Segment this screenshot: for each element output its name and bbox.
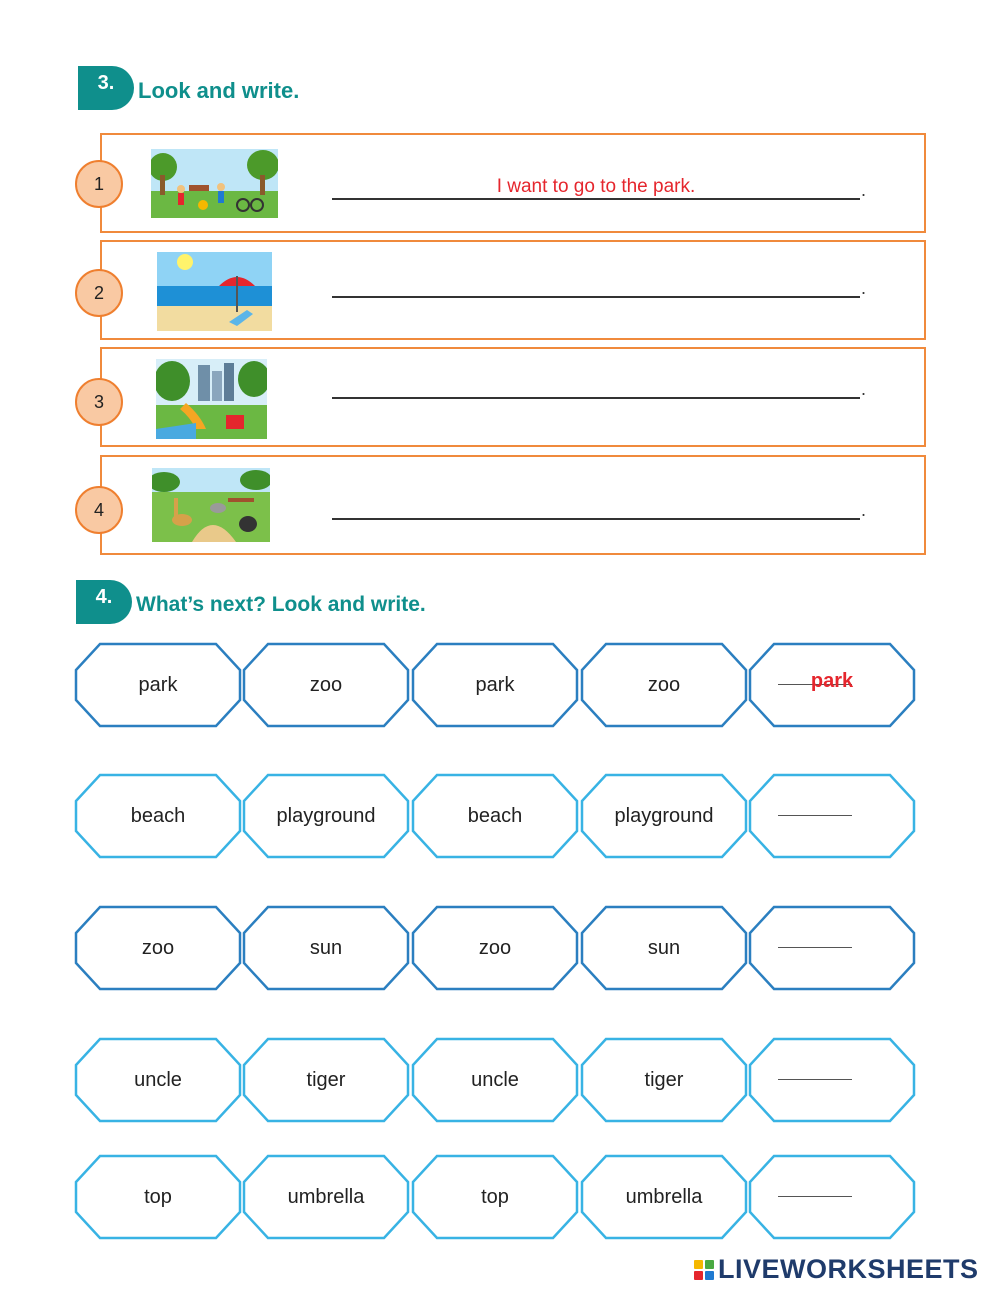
logo-square [694, 1260, 703, 1269]
logo-square [694, 1271, 703, 1280]
row-number-2: 2 [75, 269, 123, 317]
logo-square [705, 1260, 714, 1269]
answer-period-2: . [861, 278, 867, 298]
row-number-3: 3 [75, 378, 123, 426]
park-picture [151, 149, 278, 218]
pattern-word: playground [276, 804, 376, 827]
pattern-word: beach [130, 804, 186, 827]
pattern-word: park [475, 673, 515, 696]
pattern-word: zoo [478, 936, 512, 959]
pattern-word: beach [467, 804, 523, 827]
word-hexagon [242, 905, 410, 991]
pattern-answer[interactable]: park [810, 670, 854, 692]
answer-line-3[interactable] [332, 397, 860, 399]
pattern-word: uncle [471, 1068, 519, 1091]
pattern-word: zoo [647, 673, 681, 696]
beach-picture [157, 252, 272, 331]
pattern-word: sun [647, 936, 681, 959]
hexagon-outline [748, 905, 916, 991]
logo-text: LIVEWORKSHEETS [718, 1254, 979, 1284]
answer-hexagon[interactable] [748, 905, 916, 991]
answer-hexagon[interactable] [748, 1037, 916, 1123]
playground-picture [156, 359, 267, 439]
liveworksheets-logo [694, 1254, 979, 1285]
word-hexagon [411, 905, 579, 991]
hexagon-outline [748, 1154, 916, 1240]
hexagon-shape [750, 775, 914, 857]
word-hexagon [580, 1037, 748, 1123]
word-hexagon [242, 1037, 410, 1123]
answer-text-1[interactable]: I want to go to the park. [496, 176, 696, 197]
section-4-number: 4. [76, 580, 132, 624]
section-3-number: 3. [78, 66, 134, 110]
answer-blank-line[interactable] [778, 1079, 852, 1080]
word-hexagon [580, 773, 748, 859]
row-number-4: 4 [75, 486, 123, 534]
word-hexagon [411, 1037, 579, 1123]
answer-period-1: . [861, 180, 867, 200]
pattern-word: tiger [306, 1068, 346, 1091]
answer-period-4: . [861, 500, 867, 520]
answer-hexagon[interactable] [748, 773, 916, 859]
answer-blank-line[interactable] [778, 815, 852, 816]
word-hexagon [242, 773, 410, 859]
word-hexagon [580, 642, 748, 728]
answer-line-4[interactable] [332, 518, 860, 520]
section-3-header [78, 66, 299, 110]
pattern-word: top [144, 1185, 172, 1208]
hexagon-shape [750, 1156, 914, 1238]
answer-hexagon[interactable] [748, 1154, 916, 1240]
word-hexagon [411, 1154, 579, 1240]
hexagon-outline [748, 773, 916, 859]
word-hexagon [74, 773, 242, 859]
hexagon-shape [750, 907, 914, 989]
word-hexagon [580, 1154, 748, 1240]
section-4-title: What’s next? Look and write. [136, 593, 426, 616]
pattern-word: park [138, 673, 178, 696]
pattern-word: top [481, 1185, 509, 1208]
word-hexagon [411, 642, 579, 728]
word-hexagon [411, 773, 579, 859]
pattern-word: umbrella [287, 1185, 365, 1208]
pattern-word: uncle [134, 1068, 182, 1091]
pattern-word: zoo [141, 936, 175, 959]
word-hexagon [74, 1154, 242, 1240]
answer-hexagon[interactable] [748, 642, 916, 728]
pattern-word: playground [614, 804, 714, 827]
hexagon-outline [748, 1037, 916, 1123]
answer-blank-line[interactable] [778, 1196, 852, 1197]
word-hexagon [242, 1154, 410, 1240]
row-number-1: 1 [75, 160, 123, 208]
word-hexagon [580, 905, 748, 991]
word-hexagon [74, 642, 242, 728]
answer-line-2[interactable] [332, 296, 860, 298]
logo-square [705, 1271, 714, 1280]
pattern-word: sun [309, 936, 343, 959]
answer-line-1[interactable] [332, 198, 860, 200]
word-hexagon [242, 642, 410, 728]
logo-icon [694, 1260, 714, 1280]
answer-period-3: . [861, 379, 867, 399]
zoo-picture [152, 468, 270, 542]
section-3-title: Look and write. [138, 78, 300, 103]
pattern-word: umbrella [625, 1185, 703, 1208]
section-4-header [76, 580, 426, 624]
word-hexagon [74, 905, 242, 991]
word-hexagon [74, 1037, 242, 1123]
hexagon-shape [750, 1039, 914, 1121]
answer-blank-line[interactable] [778, 947, 852, 948]
pattern-word: tiger [644, 1068, 684, 1091]
pattern-word: zoo [309, 673, 343, 696]
